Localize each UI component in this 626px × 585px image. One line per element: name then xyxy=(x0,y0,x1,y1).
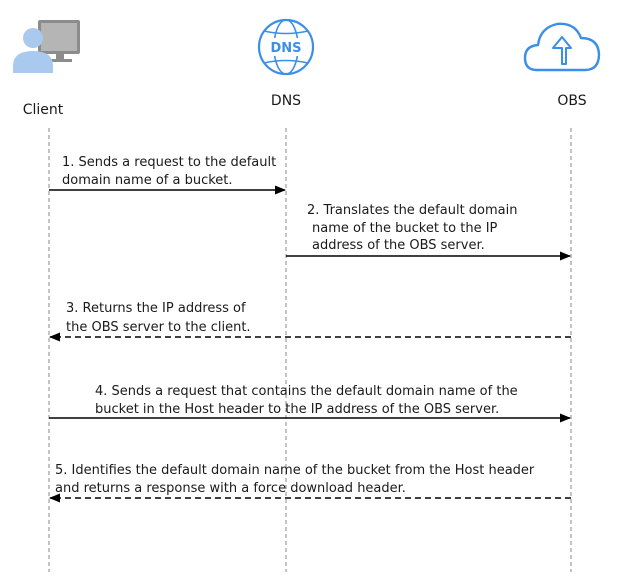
dns-icon-glyph: DNS xyxy=(270,41,302,56)
message-3-line-1: 3. Returns the IP address of xyxy=(66,301,246,316)
message-1-line-2: domain name of a bucket. xyxy=(62,173,233,188)
message-5 xyxy=(50,463,571,498)
message-2-line-3: address of the OBS server. xyxy=(312,238,485,253)
message-3-line-2: the OBS server to the client. xyxy=(66,320,251,335)
message-5-line-2: and returns a response with a force download header. xyxy=(55,481,406,496)
actor-label-client: Client xyxy=(22,102,64,118)
message-5-line-1: 5. Identifies the default domain name of the bucket from the Host header xyxy=(55,463,535,478)
actor-label-dns: DNS xyxy=(270,93,302,109)
message-2 xyxy=(286,203,570,256)
message-4 xyxy=(49,384,570,418)
message-1-line-1: 1. Sends a request to the default xyxy=(62,155,277,170)
message-4-line-1: 4. Sends a request that contains the default domain name of the xyxy=(95,384,518,399)
cloud-upload-icon xyxy=(525,24,599,70)
dns-globe-icon xyxy=(259,20,313,74)
message-4-line-2: bucket in the Host header to the IP address of the OBS server. xyxy=(95,402,500,417)
message-2-line-2: name of the bucket to the IP xyxy=(312,221,498,236)
actor-label-obs: OBS xyxy=(557,93,587,109)
message-1 xyxy=(49,155,285,190)
message-2-line-1: 2. Translates the default domain xyxy=(307,203,518,218)
message-3 xyxy=(50,301,571,337)
monitor-user-icon xyxy=(13,20,80,73)
